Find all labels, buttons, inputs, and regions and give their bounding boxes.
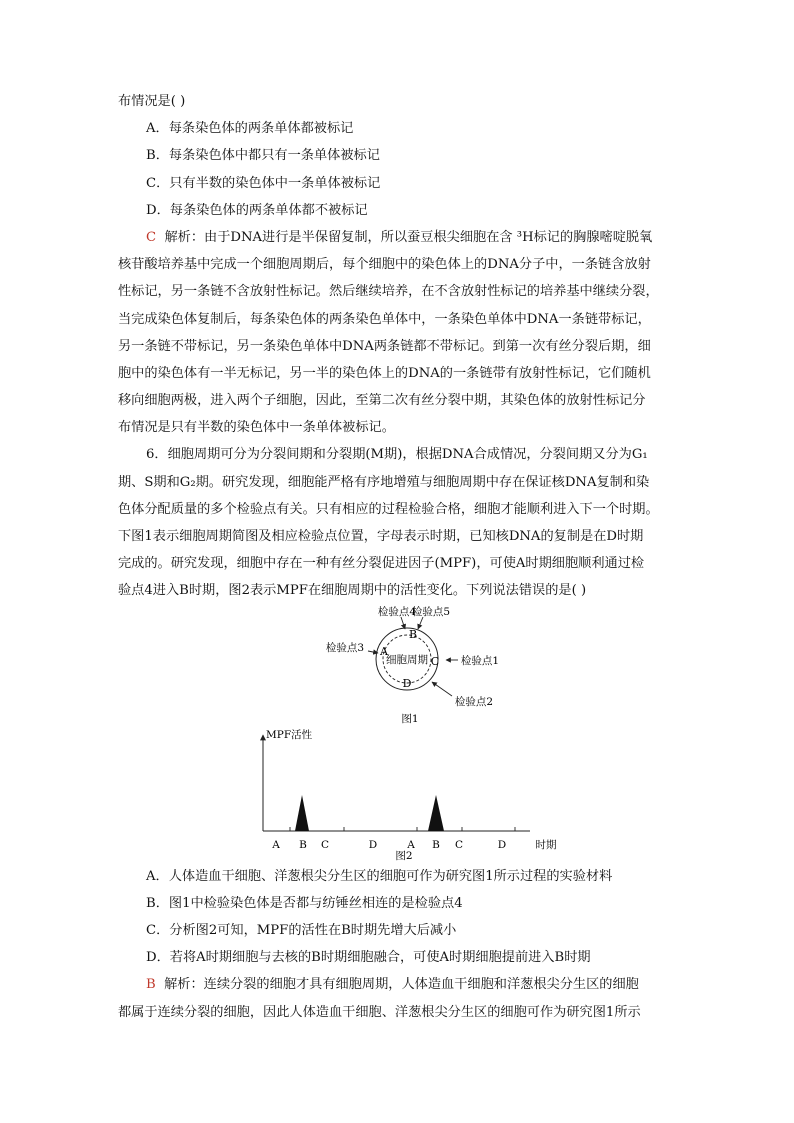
q5-analysis-line: 性标记，另一条链不含放射性标记。然后继续培养，在不含放射性标记的培养基中继续分裂， <box>118 284 659 300</box>
q5-analysis-line: 当完成染色体复制后，每条染色体的两条染色单体中，一条染色单体中DNA一条链带标记， <box>118 311 651 327</box>
x-tick-label: C <box>320 838 330 851</box>
q5-analysis-line: C 解析：由于DNA进行是半保留复制，所以蚕豆根尖细胞在含 ³H标记的胸腺嘧啶脱氧 <box>146 229 653 245</box>
phase-d-label: D <box>402 676 412 690</box>
q5-analysis-line: 布情况是只有半数的染色体中一条单体被标记。 <box>118 420 395 436</box>
q5-analysis-line: 另一条链不带标记，另一条染色单体中DNA两条链都不带标记。到第一次有丝分裂后期，细 <box>118 338 651 354</box>
checkpoint-5-arrow <box>418 617 423 629</box>
q6-stem-line: 期、S期和G₂期。研究发现，细胞能严格有序地增殖与细胞周期中存在保证核DNA复制和染 <box>118 474 650 490</box>
phase-a-label: A <box>380 644 388 658</box>
x-tick-label: A <box>272 838 280 851</box>
cell-cycle-diagram <box>118 605 678 725</box>
figure-2-caption: 图2 <box>395 849 413 862</box>
x-tick-label: D <box>497 838 507 851</box>
q5-analysis-line: 移向细胞两极，进入两个子细胞，因此，至第二次有丝分裂中期，其染色体的放射性标记分 <box>118 393 646 409</box>
figure-2-caption-wrap <box>118 843 678 863</box>
q6-stem-line: 下图1表示细胞周期简图及相应检验点位置，字母表示时期，已知核DNA的复制是在D时期 <box>118 529 644 544</box>
checkpoint-2-arrow <box>432 682 452 696</box>
mpf-peak-2 <box>428 795 444 831</box>
checkpoint-5-label: 检验点5 <box>411 605 451 618</box>
q5-option-b: B．每条染色体中都只有一条单体被标记 <box>146 148 380 164</box>
x-tick-label: B <box>432 838 440 851</box>
q6-stem-line: 色体分配质量的多个检验点有关。只有相应的过程检验合格，细胞才能顺利进入下一个时期。 <box>118 501 659 517</box>
q5-stem-tail: 布情况是( ) <box>118 94 186 109</box>
q6-analysis-line: B 解析：连续分裂的细胞才具有细胞周期，人体造血干细胞和洋葱根尖分生区的细胞 <box>146 977 639 993</box>
x-tick-label: D <box>368 838 378 851</box>
mpf-peak-1 <box>295 795 309 831</box>
q6-answer: B <box>146 977 156 993</box>
q6-analysis-line: 都属于连续分裂的细胞，因此人体造血干细胞、洋葱根尖分生区的细胞可作为研究图1所示 <box>118 1004 641 1020</box>
phase-b-label: B <box>408 627 418 641</box>
q6-stem-line: 6．细胞周期可分为分裂间期和分裂期(M期)，根据DNA合成情况，分裂间期又分为G₁ <box>146 447 648 463</box>
mpf-activity-plot <box>118 725 678 851</box>
x-axis-label: 时期 <box>535 838 557 851</box>
q5-analysis-line: 胞中的染色体有一半无标记，另一半的染色体上的DNA的一条链带有放射性标记，它们随机 <box>118 365 651 381</box>
y-axis-label: MPF活性 <box>266 728 313 741</box>
q5-analysis-line: 核苷酸培养基中完成一个细胞周期后，每个细胞中的染色体上的DNA分子中，一条链含放射 <box>118 257 651 273</box>
checkpoint-3-label: 检验点3 <box>325 641 365 654</box>
q5-option-a: A．每条染色体的两条单体都被标记 <box>146 121 354 137</box>
checkpoint-2-label: 检验点2 <box>454 695 494 708</box>
document-page <box>118 88 678 1026</box>
cycle-center-label: 细胞周期 <box>386 653 428 666</box>
phase-c-label: C <box>430 654 440 668</box>
x-tick-label: B <box>299 838 307 851</box>
q6-option-b: B．图1中检验染色体是否都与纺锤丝相连的是检验点4 <box>146 895 463 911</box>
q6-option-a: A．人体造血干细胞、洋葱根尖分生区的细胞可作为研究图1所示过程的实验材料 <box>146 868 613 884</box>
q5-option-d: D．每条染色体的两条单体都不被标记 <box>146 202 368 218</box>
x-tick-label: A <box>407 838 415 851</box>
checkpoint-1-label: 检验点1 <box>460 654 500 667</box>
q6-option-d: D．若将A时期细胞与去核的B时期细胞融合，可使A时期细胞提前进入B时期 <box>146 950 591 966</box>
q6-stem-line: 完成的。研究发现，细胞中存在一种有丝分裂促进因子(MPF)，可使A时期细胞顺利通过检 <box>118 556 645 572</box>
checkpoint-4-label: 检验点4 <box>377 605 417 618</box>
q5-answer: C <box>146 229 157 245</box>
q5-option-c: C．只有半数的染色体中一条单体被标记 <box>146 175 381 191</box>
q6-option-c: C．分析图2可知，MPF的活性在B时期先增大后减小 <box>146 922 457 938</box>
x-tick-label: C <box>454 838 464 851</box>
checkpoint-4-arrow <box>401 617 405 629</box>
q6-stem-line: 验点4进入B时期，图2表示MPF在细胞周期中的活性变化。下列说法错误的是( ) <box>118 583 587 599</box>
figure-1-caption: 图1 <box>401 712 419 725</box>
